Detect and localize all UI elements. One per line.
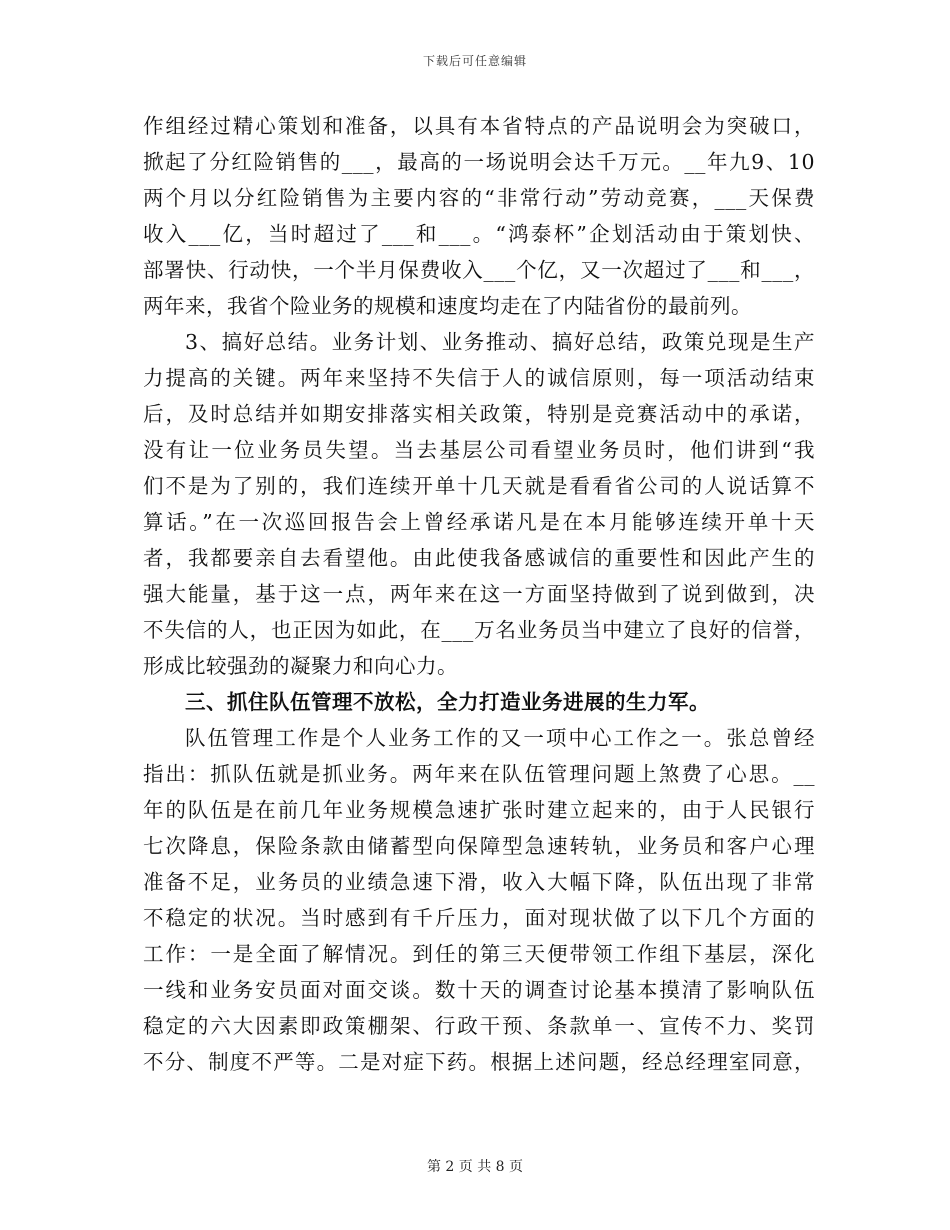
text-line: 年的队伍是在前几年业务规模急速扩张时建立起来的，由于人民银行 (143, 798, 815, 822)
text-line: 力提高的关键。两年来坚持不失信于人的诚信原则，每一项活动结束 (143, 366, 815, 390)
document-body (143, 108, 815, 1080)
text-line: 3、搞好总结。业务计划、业务推动、搞好总结，政策兑现是生产 (185, 330, 815, 354)
text-line: 七次降息，保险条款由储蓄型向保障型急速转轨，业务员和客户心理 (143, 834, 815, 858)
text-line: 部署快、行动快，一个半月保费收入___个亿，又一次超过了___和___， (143, 258, 815, 282)
text-line: 两年来，我省个险业务的规模和速度均走在了内陆省份的最前列。 (143, 294, 752, 318)
text-line: 指出：抓队伍就是抓业务。两年来在队伍管理问题上煞费了心思。__ (143, 762, 815, 786)
text-line: 后，及时总结并如期安排落实相关政策，特别是竞赛活动中的承诺， (143, 402, 815, 426)
text-line: 准备不足，业务员的业绩急速下滑，收入大幅下降，队伍出现了非常 (143, 870, 815, 894)
text-line: 形成比较强劲的凝聚力和向心力。 (143, 654, 458, 678)
text-line: 工作：一是全面了解情况。到任的第三天便带领工作组下基层，深化 (143, 942, 815, 966)
page-header: 下载后可任意编辑 (422, 54, 527, 68)
text-line: 们不是为了别的，我们连续开单十几天就是看看省公司的人说话算不 (143, 474, 815, 498)
text-line: 收入___亿，当时超过了___和___。“鸿泰杯”企划活动由于策划快、 (143, 222, 815, 246)
text-line: 一线和业务安员面对面交谈。数十天的调查讨论基本摸清了影响队伍 (143, 978, 815, 1002)
text-line: 掀起了分红险销售的___，最高的一场说明会达千万元。__年九9、10 (143, 150, 815, 174)
text-line: 稳定的六大因素即政策棚架、行政干预、条款单一、宣传不力、奖罚 (143, 1014, 815, 1038)
text-line: 队伍管理工作是个人业务工作的又一项中心工作之一。张总曾经 (185, 726, 815, 750)
page-number: 第 2 页 共 8 页 (426, 1159, 524, 1175)
text-line: 不失信的人，也正因为如此，在___万名业务员当中建立了良好的信誉， (143, 618, 815, 642)
text-line: 不分、制度不严等。二是对症下药。根据上述问题，经总经理室同意， (143, 1050, 815, 1074)
text-line: 强大能量，基于这一点，两年来在这一方面坚持做到了说到做到，决 (143, 582, 815, 606)
text-line: 两个月以分红险销售为主要内容的“非常行动”劳动竞赛，___天保费 (143, 186, 815, 210)
text-line: 不稳定的状况。当时感到有千斤压力，面对现状做了以下几个方面的 (143, 906, 815, 930)
text-line: 算话。”在一次巡回报告会上曾经承诺凡是在本月能够连续开单十天 (143, 510, 815, 534)
text-line: 者，我都要亲自去看望他。由此使我备感诚信的重要性和因此产生的 (143, 546, 815, 570)
section-heading: 三、抓住队伍管理不放松，全力打造业务进展的生力军。 (185, 690, 710, 714)
text-line: 没有让一位业务员失望。当去基层公司看望业务员时，他们讲到“我 (143, 438, 815, 462)
text-line: 作组经过精心策划和准备，以具有本省特点的产品说明会为突破口， (143, 114, 815, 138)
